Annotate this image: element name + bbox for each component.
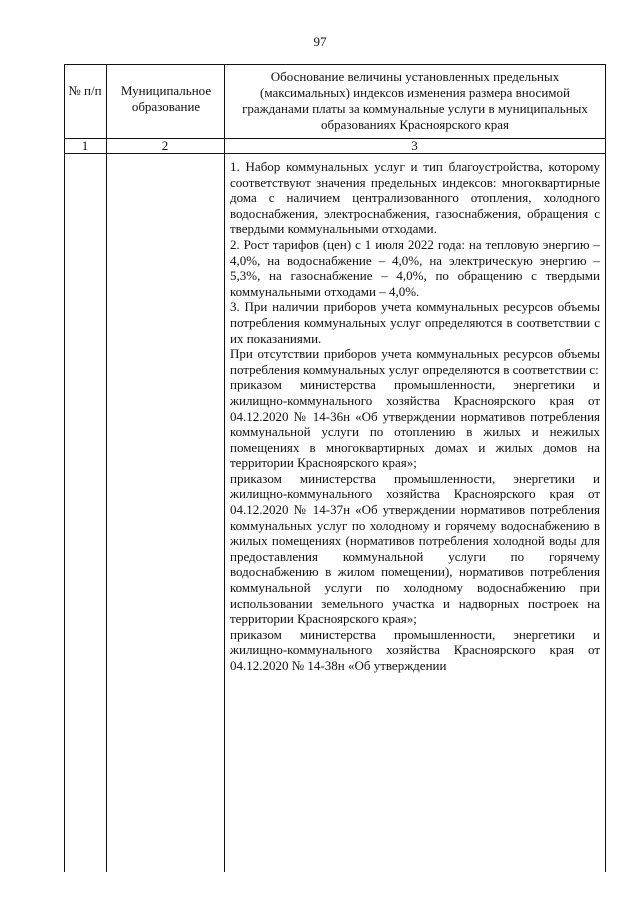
page-number: 97 xyxy=(313,34,327,49)
table-divider-col1 xyxy=(106,64,107,872)
column-number-3: 3 xyxy=(411,138,418,153)
column-number-1: 1 xyxy=(81,138,89,153)
header-number: № п/п xyxy=(68,83,102,98)
paragraph-no-metering: При отсутствии приборов учета коммунальных ресурсов объемы потребления коммунальных услуг определяются в соответствии с: xyxy=(230,346,600,377)
paragraph-order-14-36n: приказом министерства промышленности, энергетики и жилищно-коммунального хозяйства Красноярского края от 04.12.2020 № 14-36н «Об утверждении нормативов потребления коммунальной услуги по отоплению в жилых и нежилых помещениях в многоквартирных домах и жилых домов на территории Красноярского края»; xyxy=(230,377,600,471)
table-border-left xyxy=(64,64,65,872)
paragraph-metering: 3. При наличии приборов учета коммунальных ресурсов объемы потребления коммунальных услуг определяются в соответствии с их показаниями. xyxy=(230,299,600,346)
table-border-top xyxy=(64,64,606,65)
column-numbers-bottom-rule xyxy=(64,153,606,154)
column-number-2: 2 xyxy=(161,138,169,153)
paragraph-tariff-growth: 2. Рост тарифов (цен) с 1 июля 2022 года: на тепловую энергию – 4,0%, на водоснабжение – 4,0%, на электрическую энергию – 5,3%, на газоснабжение – 4,0%, по обращению с твердыми коммунальными отходами – 4,0%. xyxy=(230,236,600,299)
table-border-right xyxy=(605,64,606,872)
header-justification: Обоснование величины установленных предельных (максимальных) индексов изменения размера вносимой гражданами платы за коммунальные услуги в муниципальных образованиях Красноярского края xyxy=(242,69,588,132)
header-municipality: Муниципальное образование xyxy=(120,83,212,114)
paragraph-order-14-38n: приказом министерства промышленности, энергетики и жилищно-коммунального хозяйства Красноярского края от 04.12.2020 № 14-38н «Об утверждении xyxy=(230,626,600,673)
paragraph-services: 1. Набор коммунальных услуг и тип благоустройства, которому соответствуют значения предельных индексов: многоквартирные дома с наличием централизованного отопления, холодного водоснабжения, электроснабжения, газоснабжения, обращения с твердыми коммунальными отходами. xyxy=(230,159,600,237)
justification-text xyxy=(230,159,600,674)
paragraph-order-14-37n: приказом министерства промышленности, энергетики и жилищно-коммунального хозяйства Красноярского края от 04.12.2020 № 14-37н «Об утверждении нормативов потребления коммунальных услуг по холодному и горячему водоснабжению в жилых помещениях (нормативов потребления холодной воды для предоставления коммунальной услуги по горячему водоснабжению в жилом помещении), нормативов потребления коммунальной услуги по холодному водоснабжению при использовании земельного участка и надворных построек на территории Красноярского края»; xyxy=(230,470,600,627)
table-divider-col2 xyxy=(224,64,225,872)
